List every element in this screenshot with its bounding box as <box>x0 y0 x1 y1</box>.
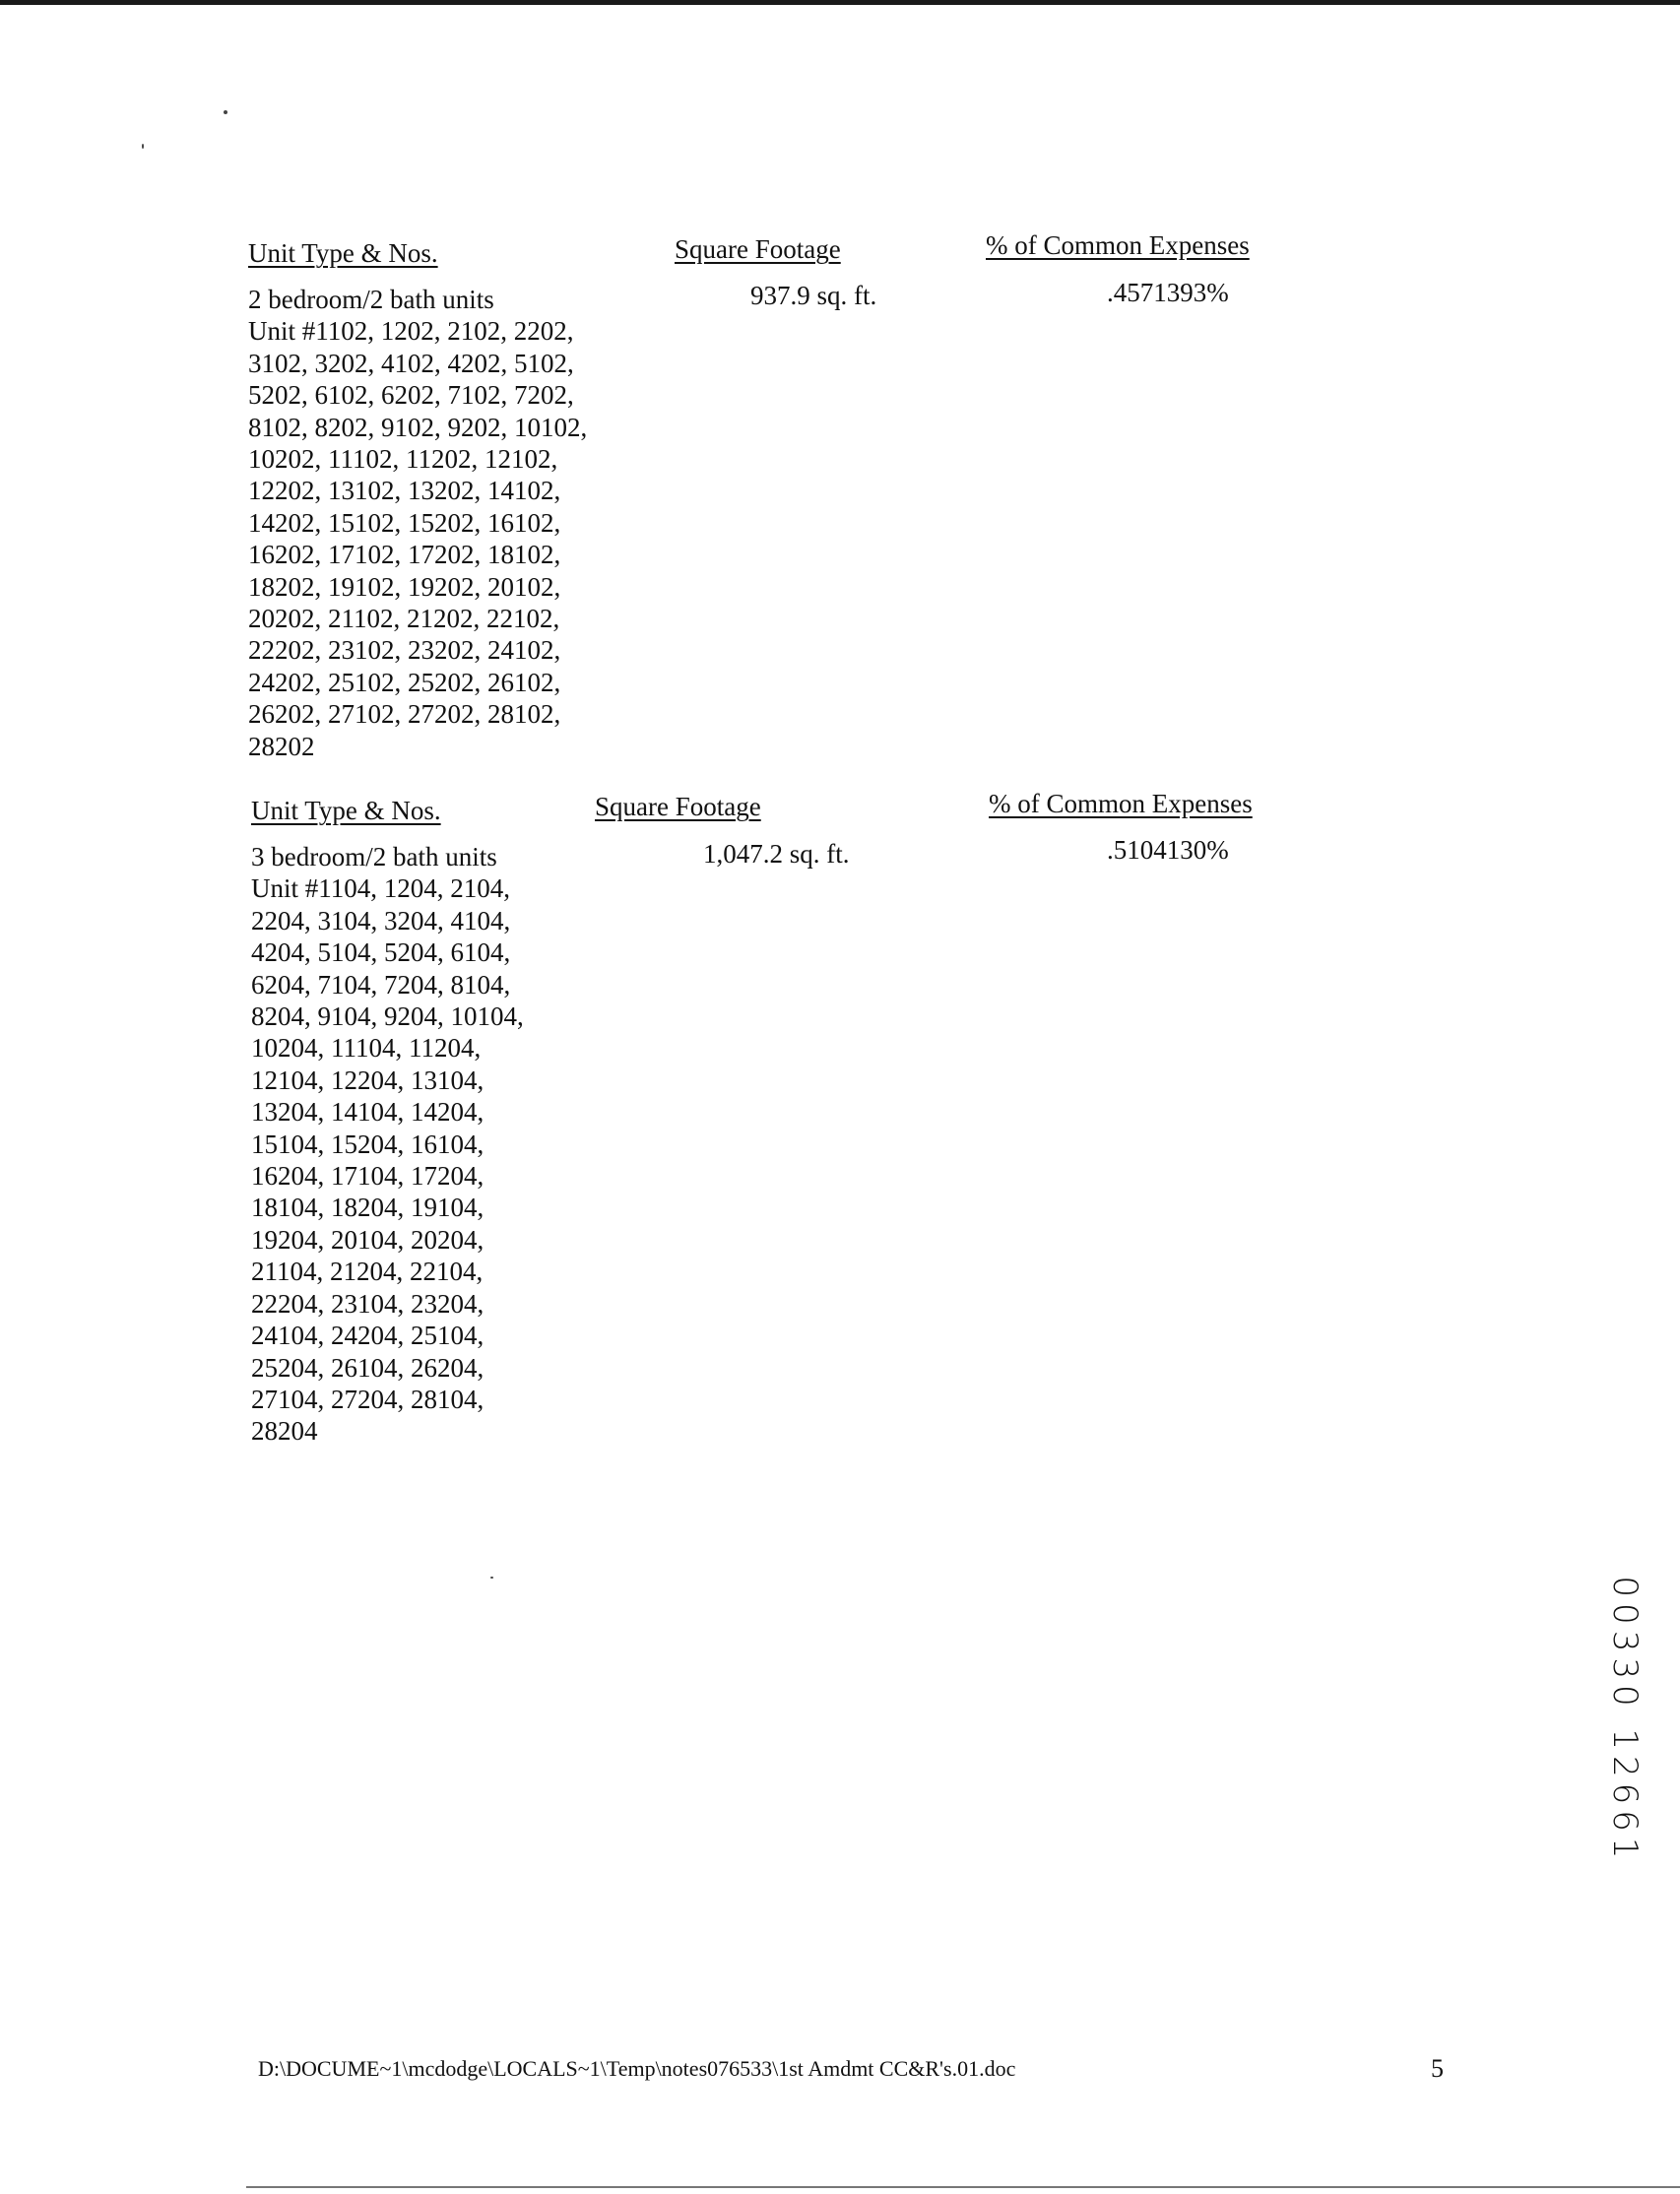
unit-line: 27104, 27204, 28104, <box>251 1384 485 1414</box>
unit-line: 8102, 8202, 9102, 9202, 10102, <box>248 412 588 442</box>
unit-line: 2204, 3104, 3204, 4104, <box>251 905 511 936</box>
unit-line: 28204 <box>251 1416 318 1447</box>
unit-line: 22204, 23104, 23204, <box>251 1288 485 1319</box>
footer-file-path: D:\DOCUME~1\mcdodge\LOCALS~1\Temp\notes076533\1st Amdmt CC&R's.01.doc <box>258 2056 1016 2081</box>
unit-line: 18104, 18204, 19104, <box>251 1193 485 1223</box>
unit-line: 26202, 27102, 27202, 28102, <box>248 699 561 730</box>
unit-line: Unit #1102, 1202, 2102, 2202, <box>248 316 574 347</box>
common-expenses-value-3-bedroom: .5104130% <box>1107 835 1229 865</box>
unit-line: Unit #1104, 1204, 2104, <box>251 873 510 904</box>
scan-speck <box>490 1577 493 1579</box>
scan-speck <box>224 110 227 114</box>
square-footage-value-3-bedroom: 1,047.2 sq. ft. <box>703 839 850 869</box>
unit-line: 6204, 7104, 7204, 8104, <box>251 969 511 1000</box>
page-number: 5 <box>1431 2054 1444 2083</box>
unit-line: 19204, 20104, 20204, <box>251 1224 485 1255</box>
unit-line: 14202, 15102, 15202, 16102, <box>248 507 561 538</box>
unit-type-header: Unit Type & Nos. <box>248 238 438 268</box>
unit-line: 13204, 14104, 14204, <box>251 1097 485 1128</box>
common-expenses-header: % of Common Expenses <box>986 230 1250 260</box>
bates-stamp <box>1591 1576 1658 1865</box>
unit-line: 15104, 15204, 16104, <box>251 1129 485 1159</box>
unit-line: 18202, 19102, 19202, 20102, <box>248 571 561 602</box>
unit-line: 2 bedroom/2 bath units <box>248 285 494 314</box>
square-footage-header: Square Footage <box>675 234 841 264</box>
scan-bottom-edge <box>246 2186 1680 2188</box>
unit-type-header: Unit Type & Nos. <box>251 796 441 825</box>
common-expenses-value-2-bedroom: .4571393% <box>1107 278 1229 307</box>
unit-line: 22202, 23102, 23202, 24102, <box>248 635 561 666</box>
unit-line: 28202 <box>248 731 315 761</box>
unit-list-2-bedroom <box>248 284 587 762</box>
unit-list-3-bedroom <box>251 841 524 1448</box>
unit-line: 24202, 25102, 25202, 26102, <box>248 667 561 697</box>
unit-line: 16202, 17102, 17202, 18102, <box>248 540 561 570</box>
unit-line: 20202, 21102, 21202, 22102, <box>248 604 560 634</box>
unit-line: 8204, 9104, 9204, 10104, <box>251 1001 524 1032</box>
common-expenses-header: % of Common Expenses <box>989 789 1253 818</box>
bates-stamp-text: 00330 12661 <box>1605 1576 1645 1865</box>
unit-line: 3 bedroom/2 bath units <box>251 842 497 871</box>
unit-line: 24104, 24204, 25104, <box>251 1321 485 1351</box>
unit-line: 5202, 6102, 6202, 7102, 7202, <box>248 380 574 411</box>
square-footage-header: Square Footage <box>595 792 761 821</box>
scan-top-edge <box>0 0 1680 5</box>
unit-line: 10202, 11102, 11202, 12102, <box>248 444 558 475</box>
unit-line: 3102, 3202, 4102, 4202, 5102, <box>248 348 574 378</box>
unit-line: 16204, 17104, 17204, <box>251 1161 485 1192</box>
unit-line: 12202, 13102, 13202, 14102, <box>248 476 561 506</box>
unit-line: 25204, 26104, 26204, <box>251 1352 485 1383</box>
scan-speck <box>142 144 144 149</box>
unit-line: 4204, 5104, 5204, 6104, <box>251 937 511 968</box>
unit-line: 21104, 21204, 22104, <box>251 1257 484 1287</box>
unit-line: 10204, 11104, 11204, <box>251 1033 482 1064</box>
unit-line: 12104, 12204, 13104, <box>251 1065 485 1095</box>
square-footage-value-2-bedroom: 937.9 sq. ft. <box>750 281 877 310</box>
